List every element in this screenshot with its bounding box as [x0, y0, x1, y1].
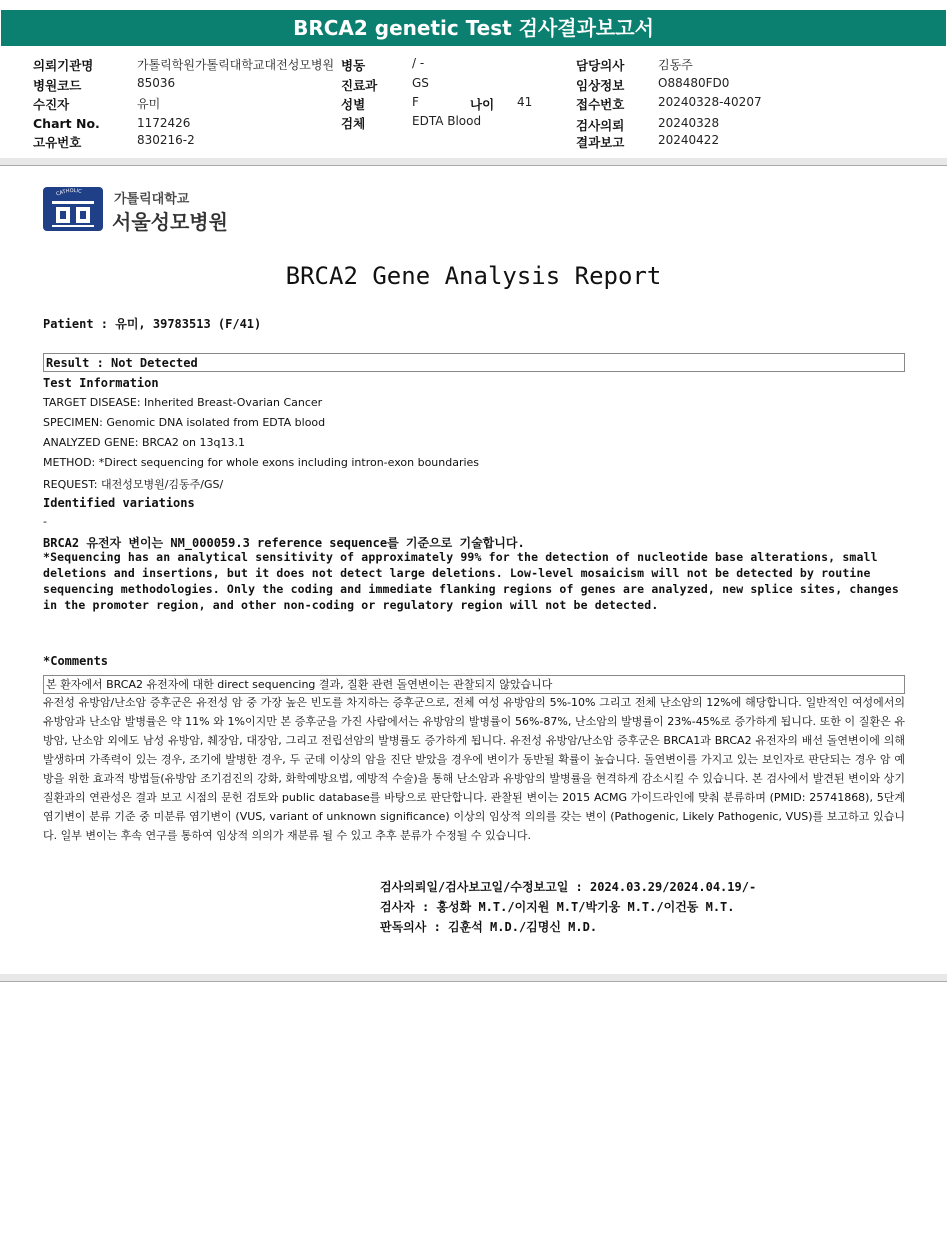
info-value: / - — [412, 56, 425, 70]
info-label: 담당의사 — [576, 58, 625, 73]
info-value: 유미 — [137, 97, 161, 111]
identified-variations-heading: Identified variations — [43, 496, 195, 510]
info-label: 성별 — [341, 97, 366, 112]
signature-examiners: 검사자 : 홍성화 M.T./이지원 M.T/박기웅 M.T./이건동 M.T. — [380, 900, 735, 914]
signature-physicians: 판독의사 : 김훈석 M.D./김명신 M.D. — [380, 920, 598, 934]
info-value: 20240422 — [658, 133, 720, 147]
info-label: 진료과 — [341, 78, 378, 93]
info-value: 가톨릭학원가톨릭대학교대전성모병원 — [137, 58, 335, 72]
report-header-title: BRCA2 genetic Test 검사결과보고서 — [1, 10, 946, 46]
comment-body: 유전성 유방암/난소암 증후군은 유전성 암 중 가장 높은 빈도를 차지하는 증후군으로, 전체 여성 유방암의 5%-10% 그리고 전체 난소암의 12%에 해당합니다. 일반적인 여성에서의 유방암과 난소암 발병률은 약 11% 와 1%이지만 본 증후군을 가진 사람에서는 유방암의 발병률이 56%-87%, 난소암의 발병률이 23%-45%로 증가하게 됩니다. 또한 이 질환은 유방암, 난소암 외에도 남성 유방암, 췌장암, 대장암, 그리고 전립선암의 발병률도 증가하게 됩니다. 유전성 유방암/난소암 증후군은 BRCA1과 BRCA2 유전자의 배선 돌연변이에 의해 발생하며 가족력이 있는 경우, 조기에 발병한 경우, 두 군데 이상의 암을 진단 받았을 경우에 변이가 동반될 확률이 높습니다. 돌연변이를 가지고 있는 보인자로 판단되는 경우 암 예방을 위한 효과적 방법들(유방암 조기검진의 강화, 화학예방요법, 예방적 수술)을 통해 난소암과 유방암의 발병률을 현격하게 감소시킬 수 있습니다. 본 검사에서 발견된 변이와 상기 질환과의 연관성은 결과 보고 시점의 문헌 검토와 public database를 바탕으로 판단합니다. 관찰된 변이는 2015 ACMG 가이드라인에 맞춰 분류하며 (PMID: 25741868), 5단계 염기변이 분류 기준 중 미분류 염기변이 (VUS, variant of unknown significance) 이상의 임상적 의의를 갖는 변이 (Pathogenic, Likely Pathogenic, VUS)를 보고하고 있습니다. 일부 변이는 후속 연구를 통하여 임상적 의의가 재분류 될 수 있고 추후 분류가 수정될 수 있습니다. — [43, 696, 905, 842]
info-label: Chart No. — [33, 116, 100, 131]
test-info-heading: Test Information — [43, 376, 159, 390]
info-label: 임상정보 — [576, 78, 625, 93]
test-info-line: SPECIMEN: Genomic DNA isolated from EDTA blood — [43, 416, 326, 429]
info-value: 20240328-40207 — [658, 95, 762, 109]
identified-variations-value: - — [43, 515, 47, 528]
info-value: 830216-2 — [137, 133, 195, 147]
info-label: 접수번호 — [576, 97, 625, 112]
info-label: 병원코드 — [33, 78, 82, 93]
info-value: GS — [412, 76, 429, 90]
info-label: 검체 — [341, 116, 366, 131]
info-label-age: 나이 — [470, 97, 495, 112]
info-value: 20240328 — [658, 116, 720, 130]
sensitivity-note: *Sequencing has an analytical sensitivity of approximately 99% for the detection of nucleotide base alterations, small deletions and insertions, but it does not detect large deletions. Low-level mosaicism will not be detected by routine sequencing methodologies. Only the coding and immediate flanking regions of genes are analyzed, new splice sites, changes in the promoter region, and other non-coding or regulatory region will not be detected. — [43, 550, 899, 612]
info-value: EDTA Blood — [412, 114, 482, 128]
test-info-line: REQUEST: 대전성모병원/김동주/GS/ — [43, 478, 224, 491]
test-info-line: ANALYZED GENE: BRCA2 on 13q13.1 — [43, 436, 245, 449]
reference-note: BRCA2 유전자 변이는 NM_000059.3 reference sequence를 기준으로 기술합니다. — [43, 536, 525, 550]
hospital-seal-icon — [42, 186, 104, 232]
report-title: BRCA2 Gene Analysis Report — [285, 262, 662, 290]
info-label: 수진자 — [33, 97, 70, 112]
section-divider-line — [0, 165, 947, 166]
info-value: O88480FD0 — [658, 76, 730, 90]
info-value-age: 41 — [517, 95, 533, 109]
comments-heading: *Comments — [43, 654, 109, 668]
footer-divider-line — [0, 981, 947, 982]
signature-dates: 검사의뢰일/검사보고일/수정보고일 : 2024.03.29/2024.04.19/- — [380, 880, 757, 894]
svg-text:CATHOLIC: CATHOLIC — [55, 187, 83, 198]
info-label: 고유번호 — [33, 135, 82, 150]
result-box: Result : Not Detected — [43, 353, 905, 372]
hospital-logo — [42, 186, 242, 232]
logo-hospital-name: 서울성모병원 — [112, 210, 228, 234]
test-info-line: METHOD: *Direct sequencing for whole exons including intron-exon boundaries — [43, 456, 480, 469]
info-value: 김동주 — [658, 58, 693, 72]
info-label: 검사의뢰 — [576, 118, 625, 133]
info-value: 1172426 — [137, 116, 191, 130]
comment-summary-box: 본 환자에서 BRCA2 유전자에 대한 direct sequencing 결과, 질환 관련 돌연변이는 관찰되지 않았습니다 — [43, 675, 905, 694]
patient-line: Patient : 유미, 39783513 (F/41) — [43, 317, 262, 331]
info-value: F — [412, 95, 419, 109]
patient-info-panel — [0, 0, 947, 160]
logo-org-name: 가톨릭대학교 — [114, 192, 190, 207]
info-value: 85036 — [137, 76, 176, 90]
info-label: 결과보고 — [576, 135, 625, 150]
test-info-line: TARGET DISEASE: Inherited Breast-Ovarian Cancer — [43, 396, 323, 409]
info-label: 의뢰기관명 — [33, 58, 94, 73]
info-label: 병동 — [341, 58, 366, 73]
